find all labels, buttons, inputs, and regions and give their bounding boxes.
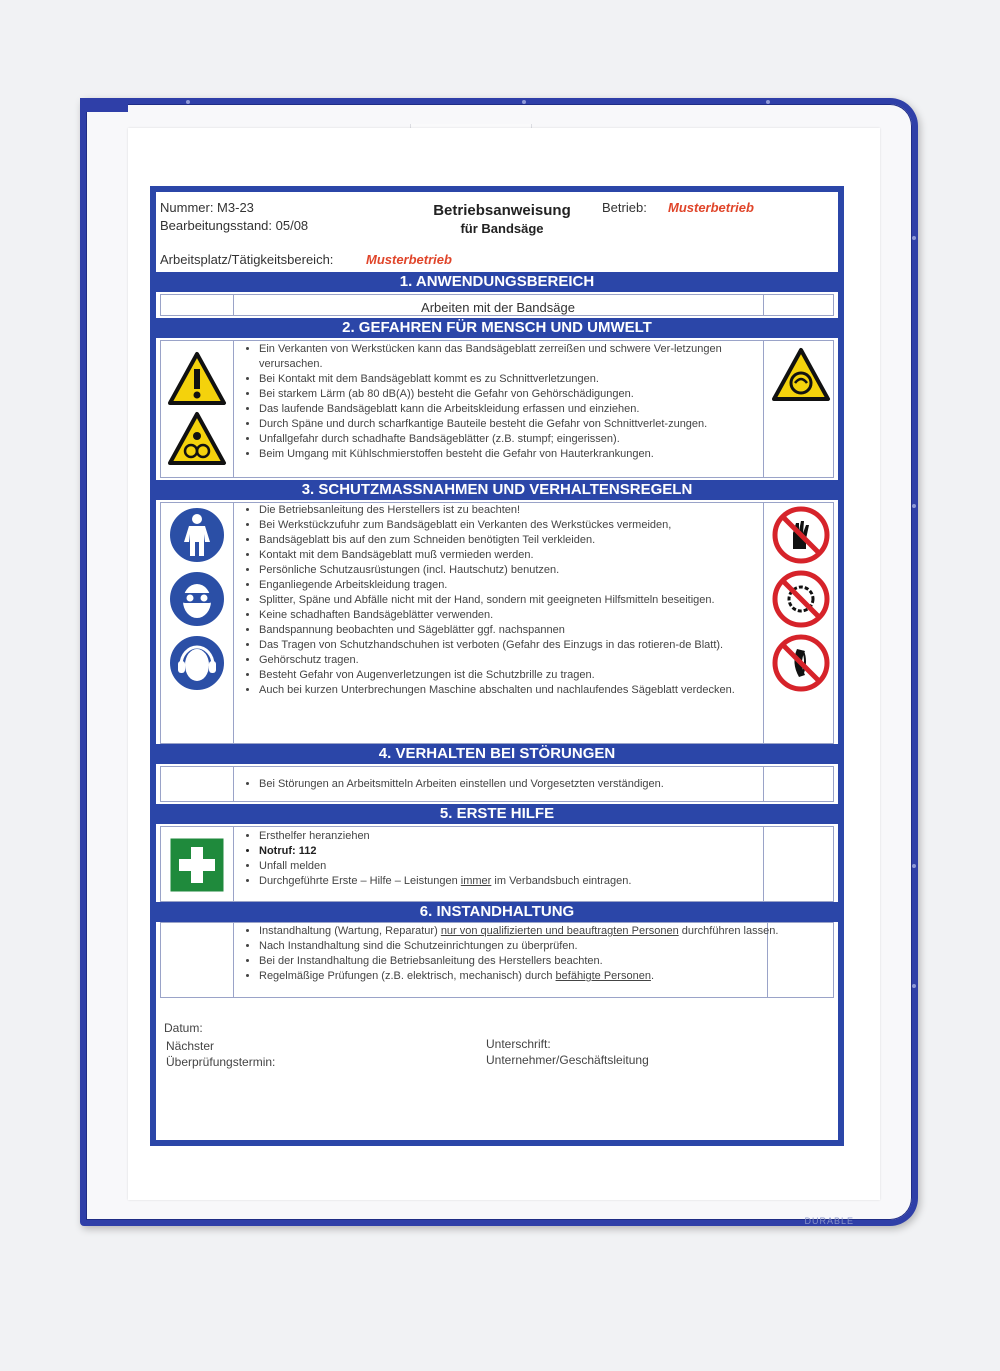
protective-clothing-icon bbox=[167, 505, 227, 565]
list-item-text: durchführen lassen. bbox=[678, 925, 779, 937]
frame-rivet bbox=[766, 100, 770, 104]
list-item: • Nach Instandhaltung sind die Schutzeinrichtungen zu überprüfen. bbox=[259, 939, 789, 954]
list-item: • Bei der Instandhaltung die Betriebsanleitung des Herstellers beachten. bbox=[259, 954, 789, 969]
list-item: • Ersthelfer heranziehen bbox=[259, 829, 787, 844]
list-item: • Kontakt mit dem Bandsägeblatt muß vermieden werden. bbox=[259, 548, 787, 563]
section-3-title: 3. SCHUTZMASSNAHMEN UND VERHALTENSREGELN bbox=[156, 480, 838, 500]
frame-rivet bbox=[186, 100, 190, 104]
betrieb-value: Musterbetrieb bbox=[668, 200, 754, 215]
column-divider bbox=[763, 295, 764, 315]
column-divider bbox=[233, 503, 234, 743]
list-item: • Auch bei kurzen Unterbrechungen Maschine abschalten und nachlaufendes Sägeblatt verdecken. bbox=[259, 683, 787, 698]
arbeitsplatz-value: Musterbetrieb bbox=[366, 252, 452, 267]
list-item: • Die Betriebsanleitung des Herstellers ist zu beachten! bbox=[259, 503, 787, 518]
section-2-box bbox=[160, 340, 834, 478]
list-item-emphasis: immer bbox=[460, 875, 492, 887]
malfunction-list bbox=[237, 777, 859, 792]
doc-number: Nummer: M3-23 bbox=[160, 200, 254, 215]
section-5-title: 5. ERSTE HILFE bbox=[156, 804, 838, 824]
list-item-text: Instandhaltung (Wartung, Reparatur) bbox=[259, 925, 441, 937]
column-divider bbox=[233, 827, 234, 901]
operating-instructions bbox=[150, 186, 844, 1146]
frame-rivet bbox=[522, 100, 526, 104]
section-5-box bbox=[160, 826, 834, 902]
list-item-text: Regelmäßige Prüfungen (z.B. elektrisch, mechanisch) durch bbox=[259, 970, 556, 982]
warning-icon bbox=[167, 351, 227, 407]
page-subtitle: für Bandsäge bbox=[460, 221, 544, 236]
list-item: • Bei Werkstückzufuhr zum Bandsägeblatt ein Verkanten des Werkstückes vermeiden, bbox=[259, 518, 787, 533]
page-title: Betriebsanweisung bbox=[433, 202, 571, 219]
list-item: • Besteht Gefahr von Augenverletzungen ist die Schutzbrille zu tragen. bbox=[259, 668, 787, 683]
section-6-box bbox=[160, 922, 834, 998]
next-review-label: Nächster bbox=[166, 1039, 215, 1053]
section-4-title: 4. VERHALTEN BEI STÖRUNGEN bbox=[156, 744, 838, 764]
section-1-title: 1. ANWENDUNGSBEREICH bbox=[156, 272, 838, 292]
column-divider bbox=[233, 341, 234, 477]
section-6-title: 6. INSTANDHALTUNG bbox=[156, 902, 838, 922]
section-4-box bbox=[160, 766, 834, 802]
list-item-text: . bbox=[650, 970, 655, 982]
frame-brand: DURABLE bbox=[804, 1216, 854, 1226]
section-1-box bbox=[160, 294, 834, 316]
section-1-text: Arbeiten mit der Bandsäge bbox=[421, 300, 575, 315]
maintenance-list bbox=[237, 924, 789, 984]
date-label: Datum: bbox=[164, 1021, 203, 1035]
betrieb-label: Betrieb: bbox=[602, 200, 647, 215]
hazard-list bbox=[237, 342, 787, 462]
frame-rivet bbox=[912, 236, 916, 240]
list-item-emphasis: nur von qualifizierten und beauftragten Personen bbox=[440, 925, 679, 937]
list-item: • Splitter, Späne und Abfälle nicht mit der Hand, sondern mit geeigneten Hilfsmitteln beseitigen. bbox=[259, 593, 787, 608]
frame-tab bbox=[80, 98, 128, 112]
list-item: • Bandspannung beobachten und Sägeblätter ggf. nachspannen bbox=[259, 623, 787, 638]
list-item: • Unfallgefahr durch schadhafte Bandsägeblätter (z.B. stumpf; eingerissen). bbox=[259, 432, 787, 447]
list-item: • Persönliche Schutzausrüstungen (incl. Hautschutz) benutzen. bbox=[259, 563, 787, 578]
first-aid-list bbox=[237, 829, 787, 889]
review-date-label: Überprüfungstermin: bbox=[166, 1055, 276, 1069]
frame-rivet bbox=[912, 864, 916, 868]
list-item: • Das laufende Bandsägeblatt kann die Arbeitskleidung erfassen und einziehen. bbox=[259, 402, 787, 417]
list-item: • Bandsägeblatt bis auf den zum Schneiden benötigten Teil verkleiden. bbox=[259, 533, 787, 548]
protective-measures-list bbox=[237, 503, 787, 698]
frame-rivet bbox=[912, 984, 916, 988]
list-item bbox=[259, 924, 789, 939]
ear-protection-icon bbox=[167, 633, 227, 693]
list-item: • Beim Umgang mit Kühlschmierstoffen besteht die Gefahr von Hauterkrankungen. bbox=[259, 447, 787, 462]
frame-rivet bbox=[912, 504, 916, 508]
safety-goggles-icon bbox=[167, 569, 227, 629]
list-item: • Unfall melden bbox=[259, 859, 787, 874]
list-item-emphasis: befähigte Personen bbox=[555, 970, 651, 982]
column-divider bbox=[233, 767, 234, 801]
list-item: • Keine schadhaften Bandsägeblätter verwenden. bbox=[259, 608, 787, 623]
list-item bbox=[259, 969, 789, 984]
list-item: • Enganliegende Arbeitskleidung tragen. bbox=[259, 578, 787, 593]
first-aid-icon bbox=[167, 835, 227, 895]
list-item: • Gehörschutz tragen. bbox=[259, 653, 787, 668]
list-item: • Durch Späne und durch scharfkantige Bauteile besteht die Gefahr von Schnittverlet-zungen. bbox=[259, 417, 787, 432]
list-item: • Notruf: 112 bbox=[259, 844, 787, 859]
list-item: • Bei Kontakt mit dem Bandsägeblatt kommt es zu Schnittverletzungen. bbox=[259, 372, 787, 387]
list-item: • Ein Verkanten von Werkstücken kann das Bandsägeblatt zerreißen und schwere Ver-letzungen verursachen. bbox=[259, 342, 787, 372]
arbeitsplatz-label: Arbeitsplatz/Tätigkeitsbereich: bbox=[160, 252, 334, 267]
list-item: • Das Tragen von Schutzhandschuhen ist verboten (Gefahr des Einzugs in das rotieren-de Blatt). bbox=[259, 638, 787, 653]
list-item bbox=[259, 874, 787, 889]
management-label: Unternehmer/Geschäftsleitung bbox=[486, 1053, 649, 1067]
entanglement-warning-icon bbox=[167, 411, 227, 467]
section-3-box bbox=[160, 502, 834, 744]
list-item-text: Durchgeführte Erste – Hilfe – Leistungen bbox=[259, 875, 461, 887]
signature-label: Unterschrift: bbox=[486, 1037, 551, 1051]
list-item: • Bei Störungen an Arbeitsmitteln Arbeiten einstellen und Vorgesetzten verständigen. bbox=[259, 777, 859, 792]
column-divider bbox=[233, 923, 234, 997]
list-item-text: im Verbandsbuch eintragen. bbox=[491, 875, 632, 887]
doc-revision: Bearbeitungsstand: 05/08 bbox=[160, 218, 309, 233]
section-2-title: 2. GEFAHREN FÜR MENSCH UND UMWELT bbox=[156, 318, 838, 338]
list-item: • Bei starkem Lärm (ab 80 dB(A)) besteht die Gefahr von Gehörschädigungen. bbox=[259, 387, 787, 402]
